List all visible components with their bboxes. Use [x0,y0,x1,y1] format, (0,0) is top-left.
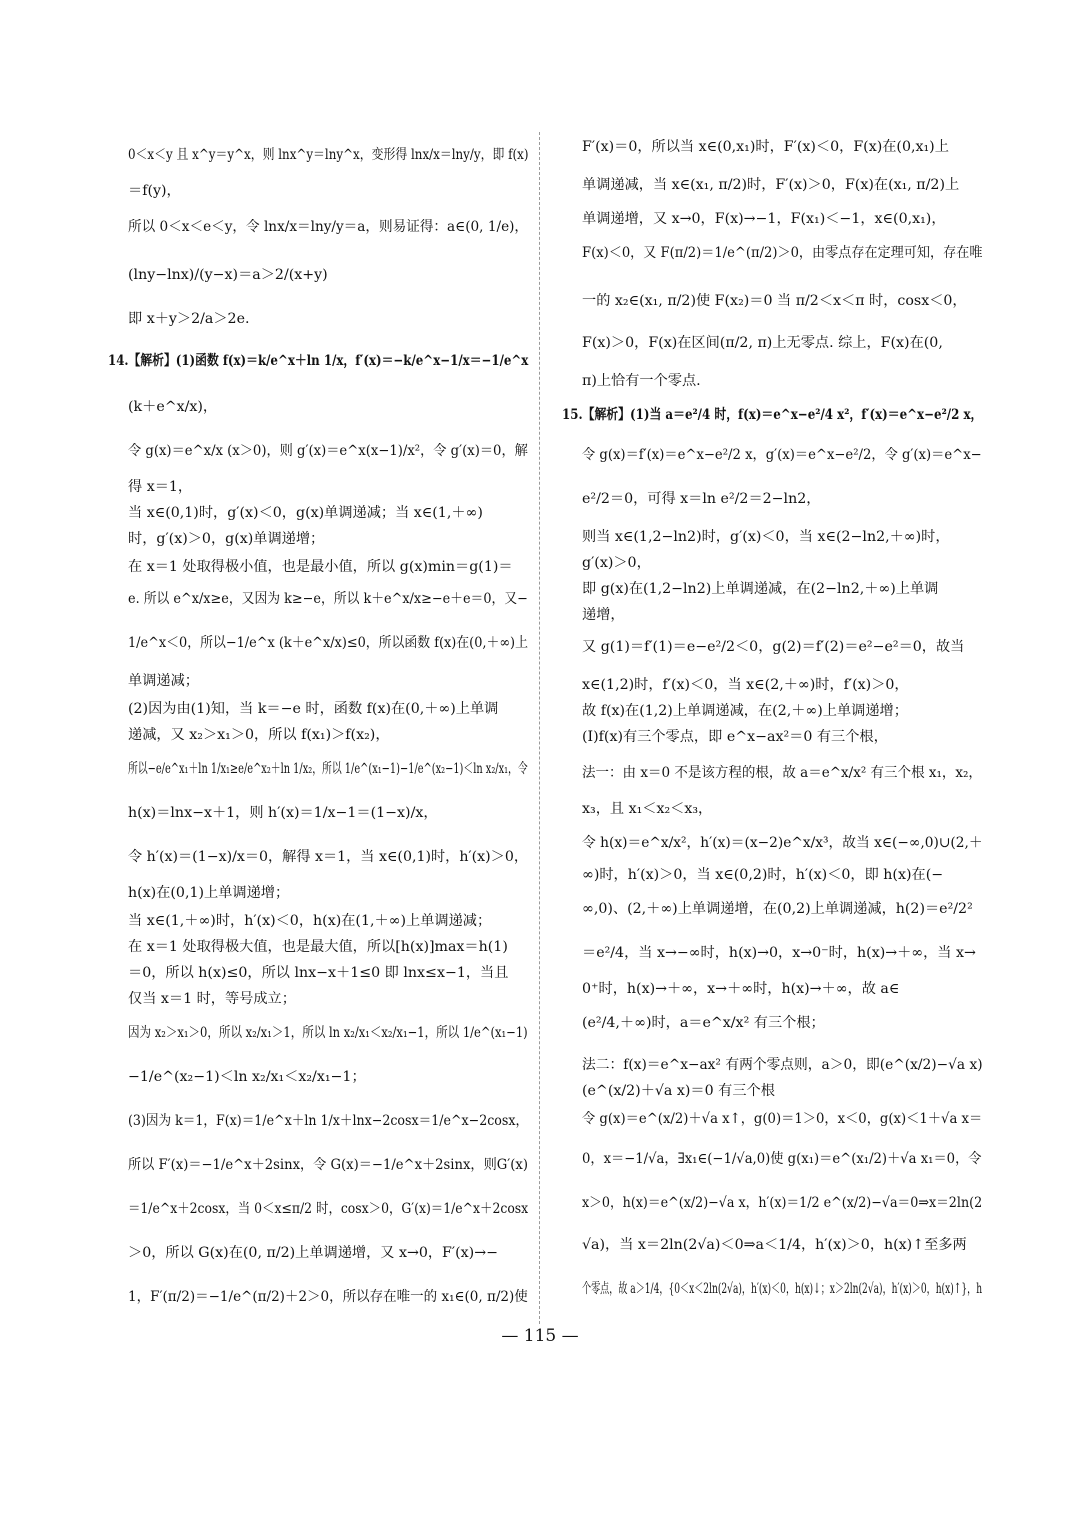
text-line: 令 g(x)＝f′(x)＝e^x−e²/2 x，g′(x)＝e^x−e²/2，令 g′(x)＝e^x− [582,447,982,463]
question-14-heading: 14.【解析】(1)函数 f(x)＝k/e^x＋ln 1/x，f′(x)＝−k/e^x−1/x＝−1/e^x [108,353,529,369]
page-number: — 115 — [501,1326,579,1346]
text-line: 则当 x∈(1,2−ln2)时，g′(x)＜0，当 x∈(2−ln2,＋∞)时， [582,529,950,545]
text-line: 所以 F′(x)＝−1/e^x＋2sinx，令 G(x)＝−1/e^x＋2sinx，则G′(x) [128,1157,528,1173]
text-line: (e^(x/2)＋√a x)＝0 有三个根 [582,1083,775,1099]
text-line: 1，F′(π/2)＝−1/e^(π/2)＋2＞0，所以存在唯一的 x₁∈(0, π/2)使 [128,1289,528,1305]
text-line: ＞0，所以 G(x)在(0, π/2)上单调递增，又 x→0，F′(x)→− [128,1245,498,1261]
text-line: ∞,0)、(2,＋∞)上单调递增，在(0,2)上单调递减，h(2)＝e²/2² [582,901,973,917]
text-line: 0＜x＜y 且 x^y＝y^x，则 lnx^y＝lny^x，变形得 lnx/x＝lny/y，即 f(x) [128,147,529,163]
text-line: 即 g(x)在(1,2−ln2)上单调递减，在(2−ln2,＋∞)上单调 [582,581,939,597]
text-line: 单调递减； [128,673,199,689]
column-divider [539,132,540,1324]
text-line: 单调递增，又 x→0，F(x)→−1，F(x₁)＜−1，x∈(0,x₁)， [582,211,946,227]
text-line: ＝1/e^x＋2cosx，当 0＜x≤π/2 时，cosx＞0，G′(x)＝1/e^x＋2cosx [128,1201,529,1217]
text-line: 所以−e/e^x₁＋ln 1/x₁≥e/e^x₂＋ln 1/x₂，所以 1/e^(x₁−1)−1/e^(x₂−1)＜ln x₂/x₁，令 [128,761,528,777]
text-line: (k＋e^x/x)， [128,399,218,415]
text-line: 当 x∈(0,1)时，g′(x)＜0，g(x)单调递减；当 x∈(1,＋∞) [128,505,483,521]
text-line: 法一：由 x＝0 不是该方程的根，故 a＝e^x/x² 有三个根 x₁，x₂， [582,765,982,781]
text-line: 得 x＝1， [128,479,193,495]
text-line: 0，x＝−1/√a，∃x₁∈(−1/√a,0)使 g(x₁)＝e^(x₁/2)＋√a x₁＝0，令 [582,1151,982,1167]
text-line: ＝0，所以 h(x)≤0，所以 lnx−x＋1≤0 即 lnx≤x−1，当且 [128,965,509,981]
text-line: 因为 x₂＞x₁＞0，所以 x₂/x₁＞1，所以 ln x₂/x₁＜x₂/x₁−1，所以 1/e^(x₁−1) [128,1025,528,1041]
text-line: F(x)＞0，F(x)在区间(π/2, π)上无零点. 综上，F(x)在(0, [582,335,943,351]
text-line: 故 f(x)在(1,2)上单调递减，在(2,＋∞)上单调递增； [582,703,908,719]
text-line: 递减，又 x₂＞x₁＞0，所以 f(x₁)＞f(x₂)， [128,727,390,743]
text-line: 令 g(x)＝e^x/x (x＞0)，则 g′(x)＝e^x(x−1)/x²，令 g′(x)＝0，解 [128,443,528,459]
text-line: h(x)在(0,1)上单调递增； [128,885,290,901]
text-line: 递增， [582,607,625,623]
text-line: ＝f(y)， [128,183,181,199]
text-line: 又 g(1)＝f′(1)＝e−e²/2＜0，g(2)＝f′(2)＝e²−e²＝0，故当 [582,639,965,655]
text-line: (lny−lnx)/(y−x)＝a＞2/(x+y) [128,267,328,283]
text-line: 一的 x₂∈(x₁, π/2)使 F(x₂)＝0 当 π/2＜x＜π 时，cosx＜0， [582,293,967,309]
text-line: 个零点，故 a＞1/4，{0＜x＜2ln(2√a)，h′(x)＜0，h(x)↓；x＞2ln(2√a)，h′(x)＞0，h(x)↑}，h [582,1281,983,1297]
text-line: F(x)＜0，又 F(π/2)＝1/e^(π/2)＞0，由零点存在定理可知，存在唯 [582,245,983,261]
text-line: e²/2＝0，可得 x＝ln e²/2＝2−ln2， [582,491,821,507]
text-line: 1/e^x＜0，所以−1/e^x (k＋e^x/x)≤0，所以函数 f(x)在(0,＋∞)上 [128,635,528,651]
text-line: ＝e²/4，当 x→−∞时，h(x)→0，x→0⁻时，h(x)→＋∞，当 x→ [582,945,976,961]
text-line: (2)因为由(1)知，当 k＝−e 时，函数 f(x)在(0,＋∞)上单调 [128,701,499,717]
text-line: 仅当 x＝1 时，等号成立； [128,991,296,1007]
text-line: ∞)时，h′(x)＞0，当 x∈(0,2)时，h′(x)＜0，即 h(x)在(− [582,867,944,883]
text-line: 法二：f(x)＝e^x−ax² 有两个零点则，a＞0，即(e^(x/2)−√a x) [582,1057,983,1073]
text-line: √a)，当 x＝2ln(2√a)＜0⇒a＜1/4，h′(x)＞0，h(x)↑至多两 [582,1237,967,1253]
text-line: 在 x＝1 处取得极小值，也是最小值，所以 g(x)min＝g(1)＝ [128,559,513,575]
text-line: 令 h′(x)＝(1−x)/x＝0，解得 x＝1，当 x∈(0,1)时，h′(x)＞0， [128,849,529,865]
text-line: 单调递减，当 x∈(x₁, π/2)时，F′(x)＞0，F(x)在(x₁, π/2)上 [582,177,960,193]
text-line: 即 x＋y＞2/a＞2e. [128,311,250,327]
text-line: x∈(1,2)时，f′(x)＜0，当 x∈(2,＋∞)时，f′(x)＞0， [582,677,909,693]
text-line: e. 所以 e^x/x≥e，又因为 k≥−e，所以 k＋e^x/x≥−e＋e＝0，又− [128,591,528,607]
text-line: 在 x＝1 处取得极大值，也是最大值，所以[h(x)]max＝h(1) [128,939,508,955]
text-line: 令 g(x)＝e^(x/2)＋√a x↑，g(0)＝1＞0，x＜0，g(x)＜1＋√a x＝ [582,1111,983,1127]
text-line: (Ⅰ)f(x)有三个零点，即 e^x−ax²＝0 有三个根， [582,729,888,745]
text-line: 当 x∈(1,＋∞)时，h′(x)＜0，h(x)在(1,＋∞)上单调递减； [128,913,492,929]
text-line: (e²/4,＋∞)时，a＝e^x/x² 有三个根； [582,1015,825,1031]
question-15-heading: 15.【解析】(1)当 a＝e²/4 时，f(x)＝e^x−e²/4 x²，f′(x)＝e^x−e²/2 x， [562,407,983,423]
text-line: π)上恰有一个零点. [582,373,701,389]
text-line: x＞0，h(x)＝e^(x/2)−√a x，h′(x)＝1/2 e^(x/2)−√a＝0⇒x＝2ln(2 [582,1195,983,1211]
text-line: F′(x)＝0，所以当 x∈(0,x₁)时，F′(x)＜0，F(x)在(0,x₁)上 [582,139,949,155]
text-line: −1/e^(x₂−1)＜ln x₂/x₁＜x₂/x₁−1； [128,1069,366,1085]
text-line: 0⁺时，h(x)→＋∞，x→＋∞时，h(x)→＋∞，故 a∈ [582,981,900,997]
text-line: x₃，且 x₁＜x₂＜x₃， [582,801,713,817]
text-line: (3)因为 k＝1，F(x)＝1/e^x＋ln 1/x＋lnx−2cosx＝1/e^x−2cosx， [128,1113,529,1129]
text-line: 令 h(x)＝e^x/x²，h′(x)＝(x−2)e^x/x³，故当 x∈(−∞,0)∪(2,＋ [582,835,983,851]
text-line: 时，g′(x)＞0，g(x)单调递增； [128,531,325,547]
text-line: 所以 0＜x＜e＜y，令 lnx/x＝lny/y＝a，则易证得：a∈(0, 1/e)， [128,219,529,235]
text-line: g′(x)＞0， [582,555,651,571]
text-line: h(x)＝lnx−x＋1，则 h′(x)＝1/x−1＝(1−x)/x， [128,805,438,821]
